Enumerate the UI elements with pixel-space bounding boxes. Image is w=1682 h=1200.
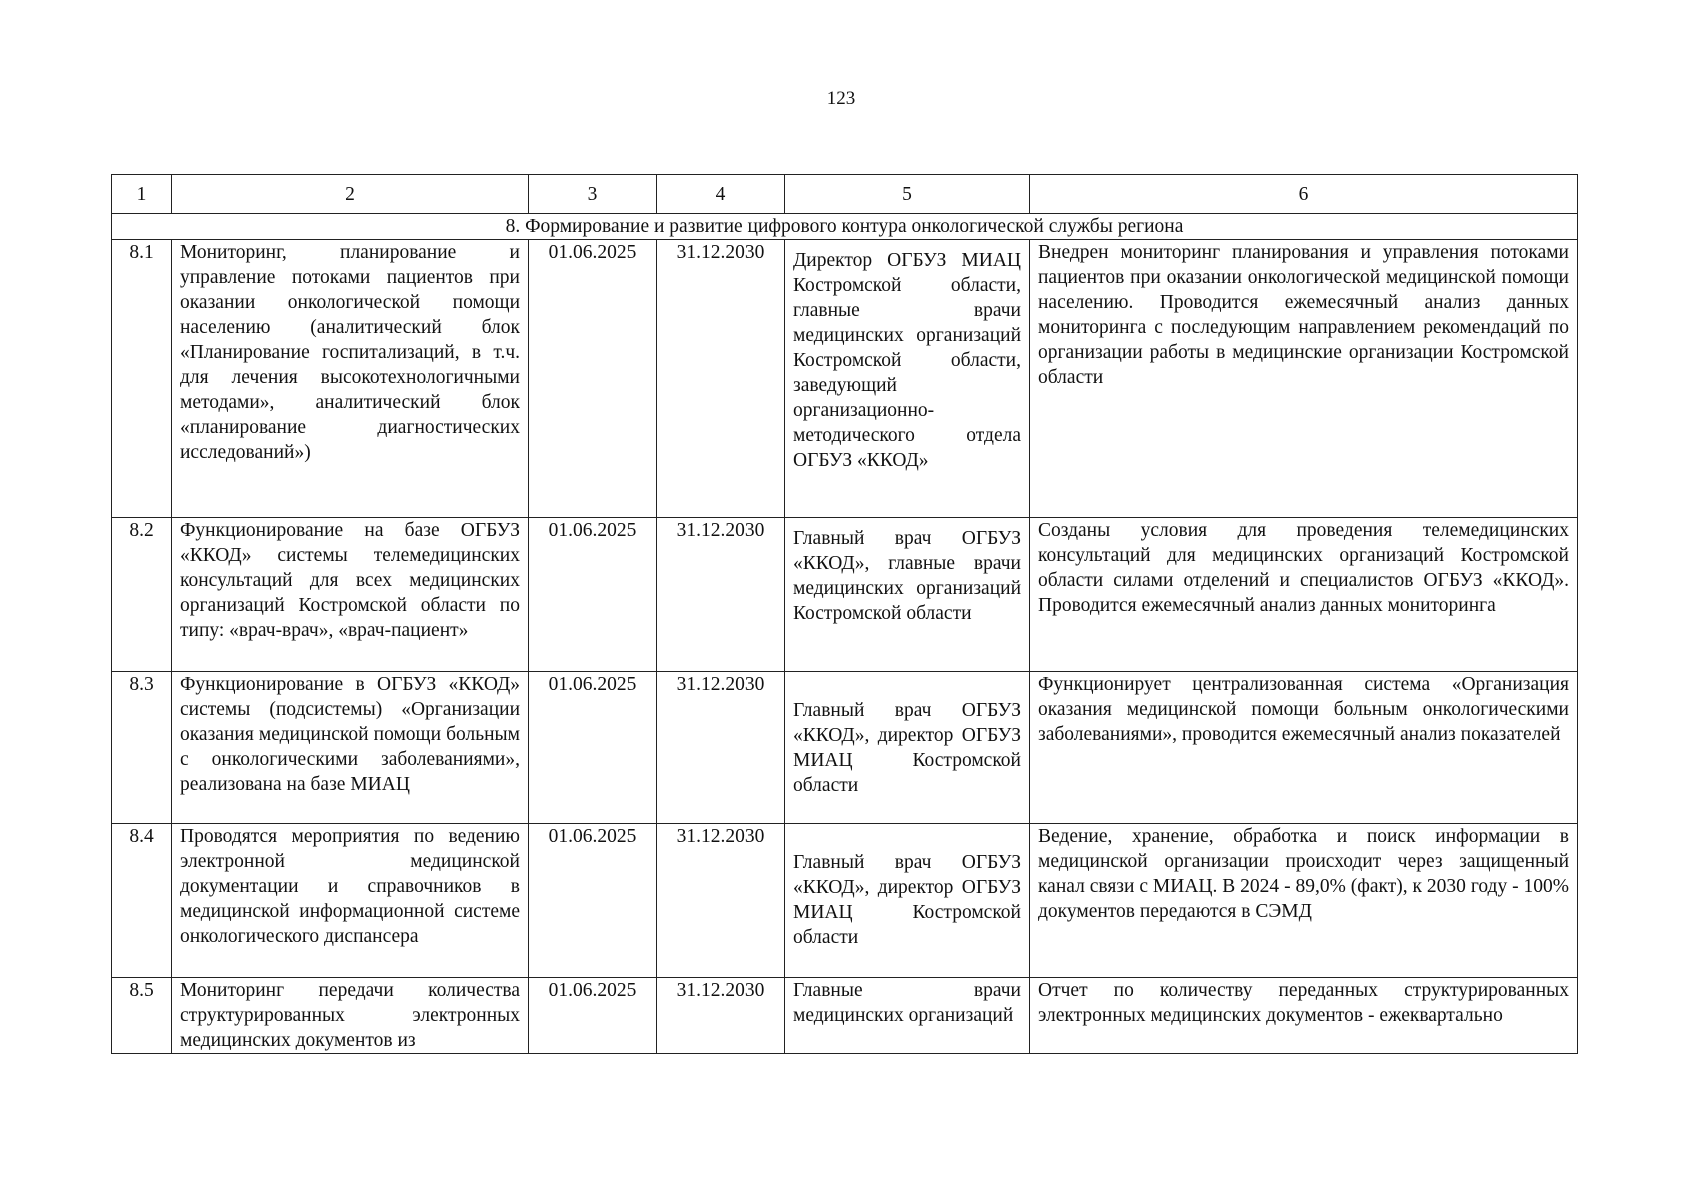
result-cell: Ведение, хранение, обработка и поиск информации в медицинской организации происходит через защищенный канал связи с МИАЦ. В 2024 - 89,0% (факт), к 2030 году - 100% документов передаются в СЭМД <box>1030 824 1578 978</box>
section-header-row <box>112 214 1578 240</box>
result-cell: Функционирует централизованная система «Организация оказания медицинской помощи больным онкологическими заболеваниями», проводится ежемесячный анализ показателей <box>1030 672 1578 824</box>
column-number: 5 <box>785 175 1030 214</box>
page-number: 123 <box>826 88 856 109</box>
start-date-cell: 01.06.2025 <box>529 978 657 1054</box>
activity-cell: Проводятся мероприятия по ведению электронной медицинской документации и справочников в медицинской информационной системе онкологического диспансера <box>172 824 529 978</box>
start-date-cell: 01.06.2025 <box>529 672 657 824</box>
responsible-cell: Главный врач ОГБУЗ «ККОД», директор ОГБУЗ МИАЦ Костромской области <box>785 672 1030 824</box>
activity-cell: Функционирование на базе ОГБУЗ «ККОД» системы телемедицинских консультаций для всех медицинских организаций Костромской области по типу: «врач-врач», «врач-пациент» <box>172 518 529 672</box>
section-title: 8. Формирование и развитие цифрового контура онкологической службы региона <box>112 214 1578 240</box>
start-date-cell: 01.06.2025 <box>529 824 657 978</box>
result-cell: Внедрен мониторинг планирования и управления потоками пациентов при оказании онкологической медицинской помощи населению. Проводится ежемесячный анализ данных мониторинга с последующим направлением рекомендаций по организации работы в медицинские организации Костромской области <box>1030 240 1578 518</box>
table-row <box>112 240 1578 518</box>
column-number: 4 <box>657 175 785 214</box>
row-number: 8.5 <box>112 978 172 1054</box>
table-row <box>112 824 1578 978</box>
activity-cell: Мониторинг, планирование и управление потоками пациентов при оказании онкологической помощи населению (аналитический блок «Планирование госпитализаций, в т.ч. для лечения высокотехнологичными методами», аналитический блок «планирование диагностических исследований») <box>172 240 529 518</box>
activity-cell: Мониторинг передачи количества структурированных электронных медицинских документов из <box>172 978 529 1054</box>
responsible-cell: Директор ОГБУЗ МИАЦ Костромской области, главные врачи медицинских организаций Костромской области, заведующий организационно-методического отдела ОГБУЗ «ККОД» <box>785 240 1030 518</box>
end-date-cell: 31.12.2030 <box>657 240 785 518</box>
end-date-cell: 31.12.2030 <box>657 824 785 978</box>
column-number: 6 <box>1030 175 1578 214</box>
result-cell: Созданы условия для проведения телемедицинских консультаций для медицинских организаций Костромской области силами отделений и специалистов ОГБУЗ «ККОД». Проводится ежемесячный анализ данных мониторинга <box>1030 518 1578 672</box>
end-date-cell: 31.12.2030 <box>657 672 785 824</box>
end-date-cell: 31.12.2030 <box>657 518 785 672</box>
start-date-cell: 01.06.2025 <box>529 240 657 518</box>
start-date-cell: 01.06.2025 <box>529 518 657 672</box>
row-number: 8.1 <box>112 240 172 518</box>
column-number: 1 <box>112 175 172 214</box>
row-number: 8.4 <box>112 824 172 978</box>
plan-table <box>111 174 1578 1054</box>
column-number-row <box>112 175 1578 214</box>
responsible-cell: Главный врач ОГБУЗ «ККОД», директор ОГБУЗ МИАЦ Костромской области <box>785 824 1030 978</box>
responsible-cell: Главный врач ОГБУЗ «ККОД», главные врачи медицинских организаций Костромской области <box>785 518 1030 672</box>
responsible-cell: Главные врачи медицинских организаций <box>785 978 1030 1054</box>
result-cell: Отчет по количеству переданных структурированных электронных медицинских документов - ежеквартально <box>1030 978 1578 1054</box>
row-number: 8.3 <box>112 672 172 824</box>
row-number: 8.2 <box>112 518 172 672</box>
table-row <box>112 518 1578 672</box>
column-number: 2 <box>172 175 529 214</box>
table-row <box>112 978 1578 1054</box>
column-number: 3 <box>529 175 657 214</box>
activity-cell: Функционирование в ОГБУЗ «ККОД» системы (подсистемы) «Организации оказания медицинской помощи больным с онкологическими заболеваниями», реализована на базе МИАЦ <box>172 672 529 824</box>
table-row <box>112 672 1578 824</box>
end-date-cell: 31.12.2030 <box>657 978 785 1054</box>
